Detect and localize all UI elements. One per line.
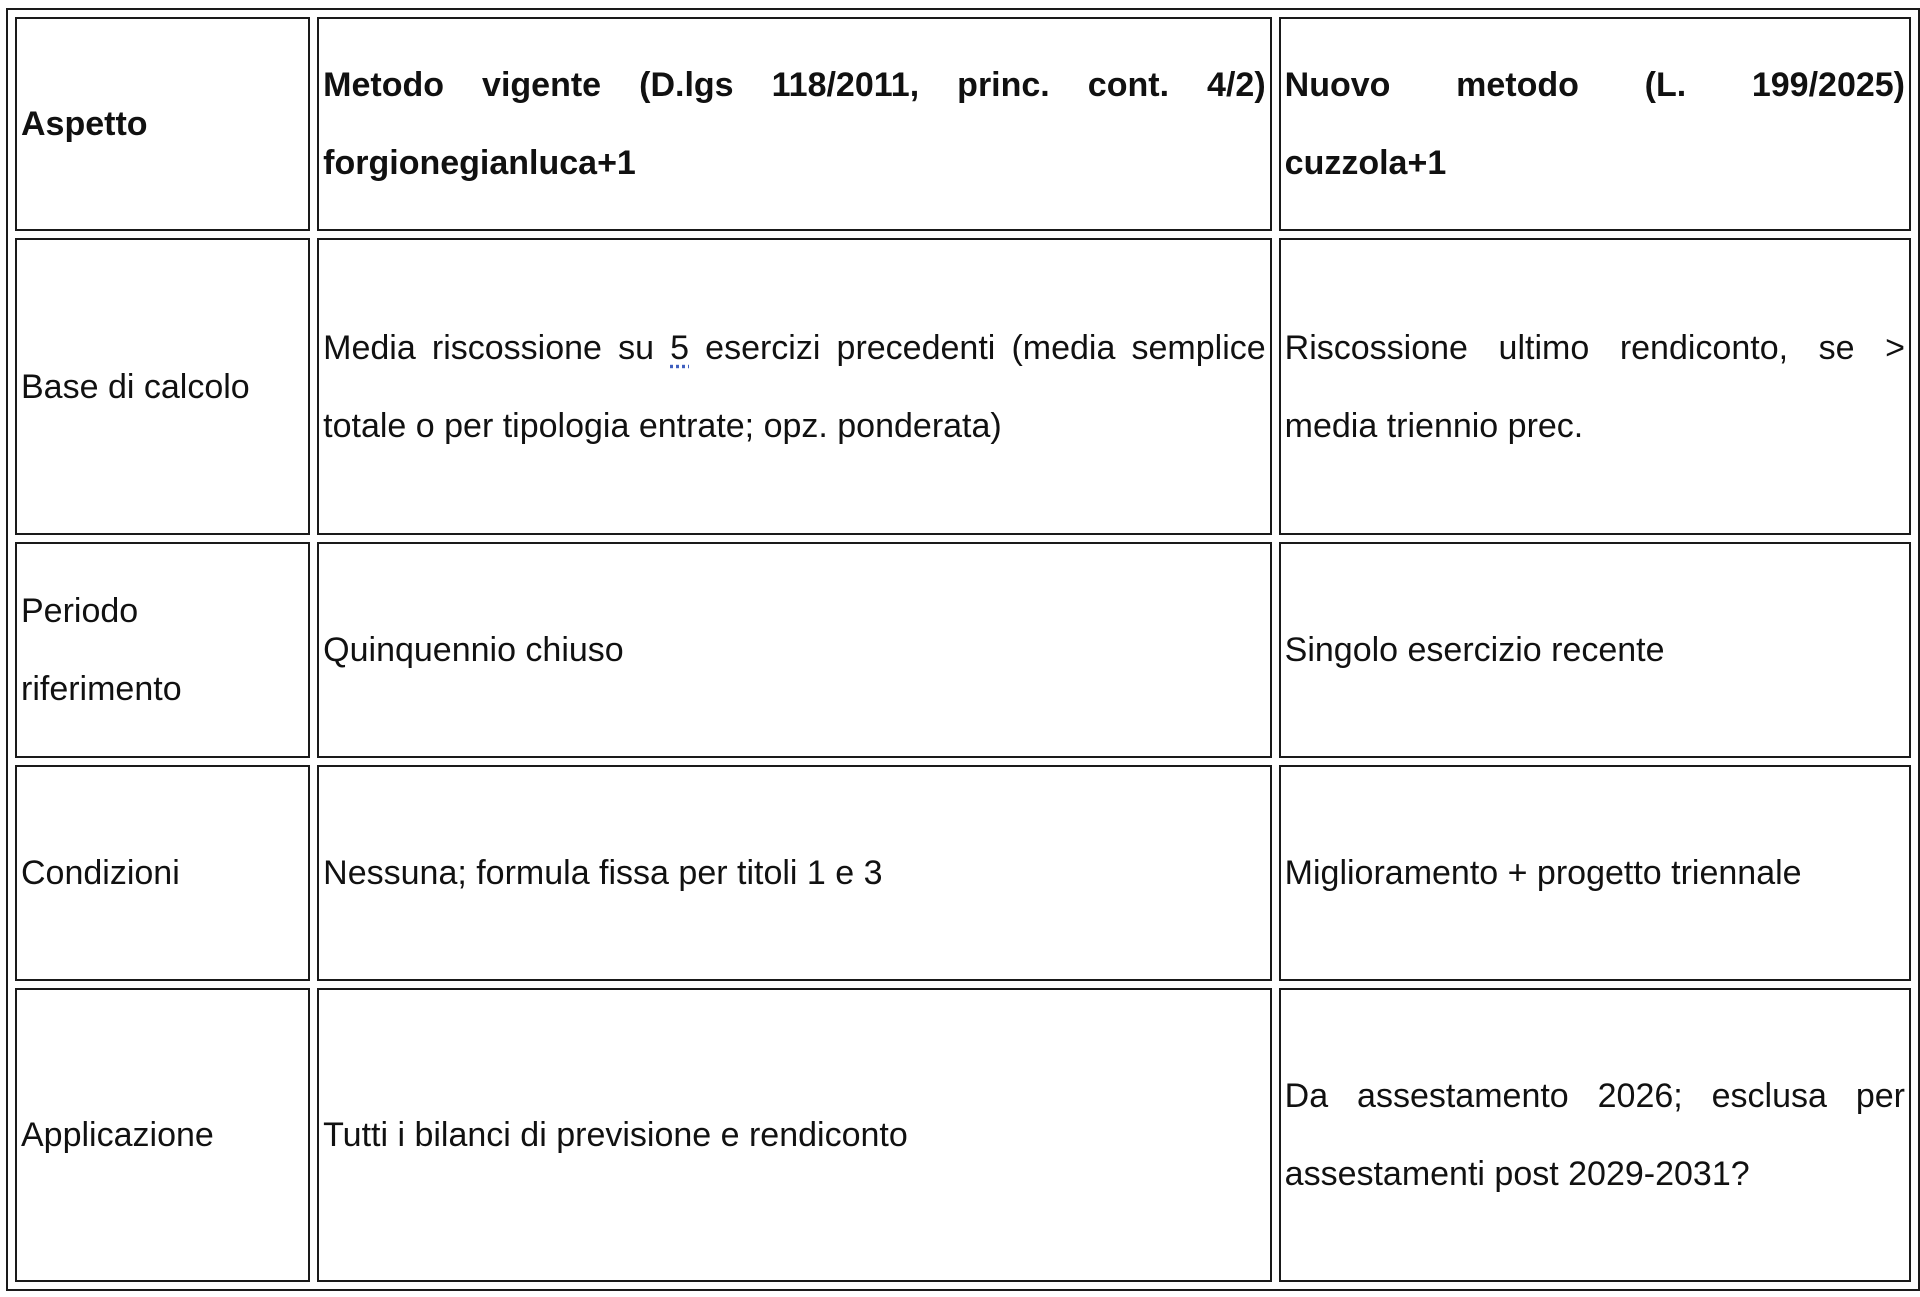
table-row xyxy=(15,765,1911,981)
cell-metodo-vigente: Nessuna; formula fissa per titoli 1 e 3 xyxy=(317,765,1272,981)
comparison-table xyxy=(6,8,1920,1291)
cell-aspetto: Applicazione xyxy=(15,988,310,1282)
cell-nuovo-metodo: Riscossione ultimo rendiconto, se > media triennio prec. xyxy=(1279,238,1911,535)
cell-text-part: Media riscossione su xyxy=(323,328,671,367)
cell-aspetto: Condizioni xyxy=(15,765,310,981)
table-header-row xyxy=(15,17,1911,231)
table-row xyxy=(15,988,1911,1282)
cell-metodo-vigente xyxy=(317,238,1272,535)
cell-nuovo-metodo: Miglioramento + progetto triennale xyxy=(1279,765,1911,981)
cell-nuovo-metodo: Da assestamento 2026; esclusa per assestamenti post 2029-2031? xyxy=(1279,988,1911,1282)
header-nuovo-metodo: Nuovo metodo (L. 199/2025) cuzzola+1 xyxy=(1279,17,1911,231)
cell-metodo-vigente: Quinquennio chiuso xyxy=(317,542,1272,758)
cell-aspetto: Periodo riferimento xyxy=(15,542,310,758)
flagged-number[interactable]: 5 xyxy=(670,328,690,367)
cell-text-part: esercizi precedenti (media semplice totale o per tipologia entrate; opz. ponderata) xyxy=(323,328,1266,445)
cell-nuovo-metodo: Singolo esercizio recente xyxy=(1279,542,1911,758)
table-row xyxy=(15,238,1911,535)
header-metodo-vigente: Metodo vigente (D.lgs 118/2011, princ. cont. 4/2) forgionegianluca+1 xyxy=(317,17,1272,231)
table-row xyxy=(15,542,1911,758)
header-aspetto: Aspetto xyxy=(15,17,310,231)
cell-aspetto: Base di calcolo xyxy=(15,238,310,535)
cell-metodo-vigente: Tutti i bilanci di previsione e rendiconto xyxy=(317,988,1272,1282)
